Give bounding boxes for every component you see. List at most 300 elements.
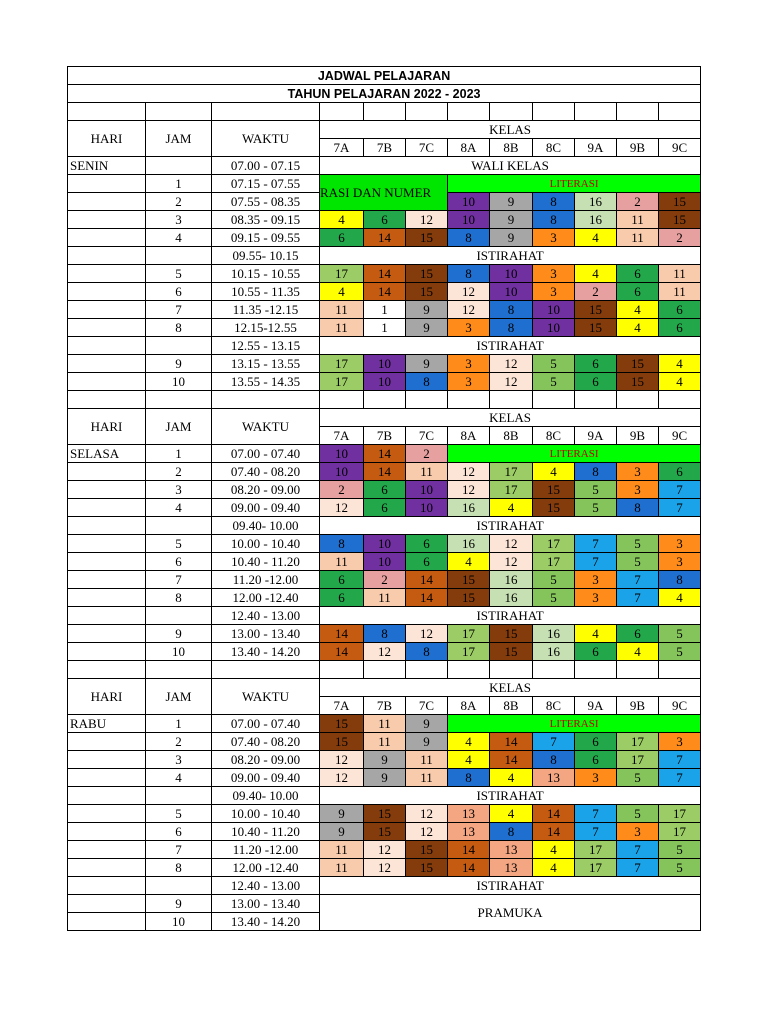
subject-cell: 5 (533, 571, 575, 589)
subject-cell: 8 (448, 769, 490, 787)
jam-cell: 10 (146, 643, 212, 661)
empty-cell (68, 391, 146, 409)
schedule-row (68, 589, 701, 607)
jam-cell: 3 (146, 481, 212, 499)
subject-cell: 5 (659, 643, 701, 661)
schedule-table (67, 66, 701, 931)
subject-cell: 7 (659, 769, 701, 787)
day-cell (68, 229, 146, 247)
class-header-9a: 9A (575, 697, 617, 715)
subject-cell: 14 (490, 733, 533, 751)
day-cell (68, 355, 146, 373)
jam-header: JAM (146, 121, 212, 157)
subject-cell: 4 (448, 733, 490, 751)
schedule-row (68, 841, 701, 859)
subject-cell: 15 (406, 859, 448, 877)
subject-cell: 4 (659, 373, 701, 391)
subject-cell: 14 (364, 283, 406, 301)
spacer-row (68, 103, 701, 121)
pramuka-cell: PRAMUKA (320, 895, 701, 931)
subject-cell: 12 (364, 643, 406, 661)
jam-cell: 1 (146, 445, 212, 463)
schedule-row (68, 715, 701, 733)
schedule-row (68, 229, 701, 247)
spacer-row (68, 391, 701, 409)
subject-cell: 3 (575, 571, 617, 589)
subject-cell: 6 (320, 589, 364, 607)
jam-cell: 5 (146, 265, 212, 283)
subject-cell: 15 (617, 373, 659, 391)
subject-cell: 6 (406, 535, 448, 553)
subject-cell: 7 (575, 553, 617, 571)
subject-cell: 17 (320, 373, 364, 391)
class-header-8c: 8C (533, 139, 575, 157)
subject-cell: 12 (406, 625, 448, 643)
subject-cell: 14 (448, 841, 490, 859)
subject-cell: 4 (575, 625, 617, 643)
subject-cell: 12 (490, 535, 533, 553)
subject-cell: 15 (448, 589, 490, 607)
waktu-cell: 09.40- 10.00 (212, 787, 320, 805)
subject-cell: 11 (364, 589, 406, 607)
day-cell (68, 193, 146, 211)
jam-cell (146, 337, 212, 355)
jam-cell: 9 (146, 895, 212, 913)
subject-cell: 11 (406, 769, 448, 787)
day-cell (68, 337, 146, 355)
subject-cell: 3 (533, 265, 575, 283)
subject-cell: 14 (364, 445, 406, 463)
subject-cell: 17 (448, 643, 490, 661)
empty-cell (448, 391, 490, 409)
subject-cell: 14 (320, 625, 364, 643)
subject-cell: 8 (617, 499, 659, 517)
subject-cell: 9 (364, 769, 406, 787)
subject-cell: 4 (617, 643, 659, 661)
subject-cell: 16 (448, 535, 490, 553)
schedule-row (68, 265, 701, 283)
schedule-row (68, 805, 701, 823)
waktu-cell: 09.55- 10.15 (212, 247, 320, 265)
subject-cell: 15 (448, 571, 490, 589)
class-header-7a: 7A (320, 139, 364, 157)
subject-cell: 14 (533, 823, 575, 841)
subject-cell: 11 (406, 751, 448, 769)
subject-cell: 9 (406, 319, 448, 337)
subject-cell: 3 (659, 553, 701, 571)
day-cell (68, 751, 146, 769)
day-cell (68, 499, 146, 517)
schedule-row (68, 751, 701, 769)
subject-cell: 11 (406, 463, 448, 481)
subject-cell: 6 (320, 571, 364, 589)
empty-cell (146, 103, 212, 121)
subject-cell: 14 (533, 805, 575, 823)
waktu-cell: 09.00 - 09.40 (212, 499, 320, 517)
empty-cell (212, 391, 320, 409)
waktu-cell: 10.40 - 11.20 (212, 553, 320, 571)
day-header-row (68, 409, 701, 427)
day-header-row (68, 679, 701, 697)
jam-cell: 5 (146, 805, 212, 823)
class-header-8b: 8B (490, 427, 533, 445)
literasi-block: LITERASI (448, 175, 701, 193)
subject-cell: 3 (617, 481, 659, 499)
subject-cell: 10 (533, 319, 575, 337)
waktu-cell: 08.20 - 09.00 (212, 751, 320, 769)
jam-cell (146, 607, 212, 625)
empty-cell (533, 103, 575, 121)
day-cell (68, 517, 146, 535)
subject-cell: 12 (448, 481, 490, 499)
subject-cell: 12 (448, 283, 490, 301)
day-cell (68, 553, 146, 571)
waktu-cell: 11.35 -12.15 (212, 301, 320, 319)
subject-cell: 6 (406, 553, 448, 571)
subject-cell: 11 (320, 319, 364, 337)
class-header-9a: 9A (575, 427, 617, 445)
class-header-7c: 7C (406, 697, 448, 715)
waktu-cell: 07.55 - 08.35 (212, 193, 320, 211)
schedule-row (68, 373, 701, 391)
subject-cell: 13 (490, 859, 533, 877)
subject-cell: 10 (364, 355, 406, 373)
subject-cell: 6 (575, 643, 617, 661)
istirahat-cell: ISTIRAHAT (320, 877, 701, 895)
subject-cell: 5 (659, 859, 701, 877)
subject-cell: 14 (490, 751, 533, 769)
subject-cell: 14 (448, 859, 490, 877)
subject-cell: 8 (490, 301, 533, 319)
subject-cell: 7 (575, 823, 617, 841)
subject-cell: 5 (533, 355, 575, 373)
subject-cell: 16 (575, 211, 617, 229)
subject-cell: 2 (364, 571, 406, 589)
subject-cell: 16 (448, 499, 490, 517)
waktu-cell: 09.15 - 09.55 (212, 229, 320, 247)
subject-cell: 12 (490, 373, 533, 391)
jam-cell: 2 (146, 193, 212, 211)
subject-cell: 16 (490, 589, 533, 607)
subject-cell: 8 (575, 463, 617, 481)
subject-cell: 11 (659, 265, 701, 283)
schedule-row (68, 319, 701, 337)
jam-cell: 4 (146, 229, 212, 247)
jam-cell: 2 (146, 733, 212, 751)
subject-cell: 8 (364, 625, 406, 643)
subject-cell: 10 (490, 265, 533, 283)
subject-cell: 4 (490, 769, 533, 787)
subject-cell: 15 (320, 715, 364, 733)
waktu-cell: 11.20 -12.00 (212, 571, 320, 589)
schedule-row (68, 859, 701, 877)
day-cell (68, 895, 146, 913)
schedule-row (68, 895, 701, 913)
subject-cell: 17 (320, 265, 364, 283)
subject-cell: 5 (575, 499, 617, 517)
subject-cell: 5 (617, 805, 659, 823)
subject-cell: 17 (659, 805, 701, 823)
subject-cell: 3 (659, 733, 701, 751)
empty-cell (490, 661, 533, 679)
schedule-row (68, 211, 701, 229)
subject-cell: 14 (364, 265, 406, 283)
subject-cell: 6 (659, 463, 701, 481)
subject-cell: 15 (364, 805, 406, 823)
schedule-row (68, 301, 701, 319)
subject-cell: 17 (575, 841, 617, 859)
day-cell (68, 913, 146, 931)
subject-cell: 7 (533, 733, 575, 751)
subject-cell: 13 (533, 769, 575, 787)
class-header-9c: 9C (659, 427, 701, 445)
subject-cell: 6 (575, 733, 617, 751)
subject-cell: 4 (533, 463, 575, 481)
empty-cell (406, 391, 448, 409)
class-header-8b: 8B (490, 139, 533, 157)
day-cell (68, 535, 146, 553)
subject-cell: 3 (533, 283, 575, 301)
class-header-8c: 8C (533, 427, 575, 445)
subject-cell: 12 (406, 211, 448, 229)
subject-cell: 8 (490, 319, 533, 337)
empty-cell (617, 103, 659, 121)
subject-cell: 5 (659, 841, 701, 859)
day-cell (68, 319, 146, 337)
subject-cell: 8 (490, 823, 533, 841)
subject-cell: 17 (320, 355, 364, 373)
waktu-cell: 10.00 - 10.40 (212, 805, 320, 823)
jam-header: JAM (146, 679, 212, 715)
class-header-7c: 7C (406, 139, 448, 157)
waktu-cell: 11.20 -12.00 (212, 841, 320, 859)
subject-cell: 8 (320, 535, 364, 553)
subject-cell: 12 (320, 499, 364, 517)
schedule-row (68, 517, 701, 535)
day-cell (68, 373, 146, 391)
subject-cell: 9 (406, 301, 448, 319)
subject-cell: 11 (320, 301, 364, 319)
day-cell (68, 481, 146, 499)
schedule-row (68, 877, 701, 895)
subject-cell: 10 (406, 481, 448, 499)
jam-cell: 6 (146, 283, 212, 301)
jam-cell (146, 787, 212, 805)
subject-cell: 4 (533, 859, 575, 877)
subject-cell: 8 (533, 193, 575, 211)
subject-cell: 3 (533, 229, 575, 247)
jam-cell: 3 (146, 751, 212, 769)
subject-cell: 1 (364, 301, 406, 319)
subject-cell: 17 (575, 859, 617, 877)
subject-cell: 8 (448, 229, 490, 247)
subject-cell: 7 (617, 841, 659, 859)
subject-cell: 9 (490, 193, 533, 211)
subject-cell: 3 (617, 823, 659, 841)
istirahat-cell: ISTIRAHAT (320, 517, 701, 535)
waktu-cell: 08.35 - 09.15 (212, 211, 320, 229)
subject-cell: 14 (320, 643, 364, 661)
subject-cell: 15 (490, 625, 533, 643)
subject-cell: 12 (490, 355, 533, 373)
empty-cell (364, 391, 406, 409)
subject-cell: 15 (575, 319, 617, 337)
empty-cell (320, 103, 364, 121)
day-cell (68, 463, 146, 481)
empty-cell (575, 661, 617, 679)
subject-cell: 4 (575, 229, 617, 247)
empty-cell (68, 661, 146, 679)
subject-cell: 15 (490, 643, 533, 661)
waktu-cell: 13.00 - 13.40 (212, 625, 320, 643)
subject-cell: 6 (364, 211, 406, 229)
waktu-cell: 12.15-12.55 (212, 319, 320, 337)
subject-cell: 4 (320, 211, 364, 229)
subject-cell: 4 (617, 301, 659, 319)
schedule-title: JADWAL PELAJARAN (68, 67, 701, 85)
subject-cell: 7 (659, 499, 701, 517)
day-cell (68, 805, 146, 823)
class-header-8a: 8A (448, 697, 490, 715)
subject-cell: 14 (364, 229, 406, 247)
class-header-7a: 7A (320, 427, 364, 445)
waktu-cell: 07.40 - 08.20 (212, 733, 320, 751)
jam-cell: 9 (146, 625, 212, 643)
day-cell (68, 625, 146, 643)
waktu-cell: 12.00 -12.40 (212, 859, 320, 877)
empty-cell (448, 661, 490, 679)
subject-cell: 5 (617, 535, 659, 553)
schedule-row (68, 247, 701, 265)
subject-cell: 12 (448, 463, 490, 481)
waktu-cell: 10.40 - 11.20 (212, 823, 320, 841)
empty-cell (490, 391, 533, 409)
jam-cell: 8 (146, 589, 212, 607)
class-header-7b: 7B (364, 427, 406, 445)
subject-cell: 15 (617, 355, 659, 373)
schedule-row (68, 337, 701, 355)
subject-cell: 11 (617, 211, 659, 229)
jam-cell: 6 (146, 553, 212, 571)
day-cell (68, 733, 146, 751)
day-cell (68, 301, 146, 319)
subtitle-row (68, 85, 701, 103)
subject-cell: 6 (575, 751, 617, 769)
schedule-row (68, 445, 701, 463)
empty-cell (490, 103, 533, 121)
schedule-row (68, 175, 701, 193)
subject-cell: 15 (533, 499, 575, 517)
day-cell (68, 283, 146, 301)
day-header-row (68, 121, 701, 139)
schedule-row (68, 733, 701, 751)
subject-cell: 3 (448, 355, 490, 373)
day-cell (68, 823, 146, 841)
subject-cell: 5 (659, 625, 701, 643)
subject-cell: 11 (320, 841, 364, 859)
subject-cell: 17 (617, 751, 659, 769)
subject-cell: 8 (659, 571, 701, 589)
class-header-7b: 7B (364, 139, 406, 157)
subject-cell: 13 (448, 823, 490, 841)
subject-cell: 9 (406, 715, 448, 733)
subject-cell: 15 (406, 265, 448, 283)
jam-cell (146, 517, 212, 535)
subject-cell: 7 (659, 481, 701, 499)
subject-cell: 11 (364, 715, 406, 733)
class-header-7c: 7C (406, 427, 448, 445)
day-name: SENIN (68, 157, 146, 175)
subject-cell: 4 (659, 589, 701, 607)
literasi-block: LITERASI (448, 445, 701, 463)
title-row (68, 67, 701, 85)
subject-cell: 6 (659, 301, 701, 319)
waktu-header: WAKTU (212, 409, 320, 445)
subject-cell: 9 (406, 733, 448, 751)
subject-cell: 11 (364, 733, 406, 751)
day-cell (68, 265, 146, 283)
empty-cell (617, 391, 659, 409)
waktu-cell: 07.00 - 07.40 (212, 715, 320, 733)
subject-cell: 2 (659, 229, 701, 247)
subject-cell: 4 (575, 265, 617, 283)
subject-cell: 4 (533, 841, 575, 859)
subject-cell: 7 (659, 751, 701, 769)
waktu-cell: 13.15 - 13.55 (212, 355, 320, 373)
subject-cell: 14 (406, 571, 448, 589)
subject-cell: 17 (617, 733, 659, 751)
wali-kelas-cell: WALI KELAS (320, 157, 701, 175)
subject-cell: 7 (617, 571, 659, 589)
empty-cell (212, 661, 320, 679)
subject-cell: 4 (448, 751, 490, 769)
waktu-cell: 13.40 - 14.20 (212, 643, 320, 661)
subject-cell: 6 (575, 355, 617, 373)
waktu-cell: 07.15 - 07.55 (212, 175, 320, 193)
subject-cell: 10 (364, 553, 406, 571)
schedule-row (68, 607, 701, 625)
subject-cell: 3 (617, 463, 659, 481)
empty-cell (533, 391, 575, 409)
hari-header: HARI (68, 121, 146, 157)
day-cell (68, 589, 146, 607)
subject-cell: 10 (490, 283, 533, 301)
subject-cell: 15 (659, 211, 701, 229)
subject-cell: 4 (659, 355, 701, 373)
subject-cell: 14 (364, 463, 406, 481)
schedule-row (68, 283, 701, 301)
jam-cell: 7 (146, 301, 212, 319)
subject-cell: 11 (320, 553, 364, 571)
subject-cell: 4 (448, 553, 490, 571)
empty-cell (212, 103, 320, 121)
waktu-cell: 10.55 - 11.35 (212, 283, 320, 301)
class-header-7b: 7B (364, 697, 406, 715)
day-cell (68, 769, 146, 787)
literasi-block: LITERASI (448, 715, 701, 733)
istirahat-cell: ISTIRAHAT (320, 607, 701, 625)
day-cell (68, 787, 146, 805)
subject-cell: 15 (406, 229, 448, 247)
subject-cell: 10 (320, 445, 364, 463)
subject-cell: 10 (448, 193, 490, 211)
subject-cell: 6 (575, 373, 617, 391)
class-header-9a: 9A (575, 139, 617, 157)
subject-cell: 6 (320, 229, 364, 247)
subject-cell: 4 (490, 805, 533, 823)
schedule-row (68, 625, 701, 643)
schedule-row (68, 643, 701, 661)
